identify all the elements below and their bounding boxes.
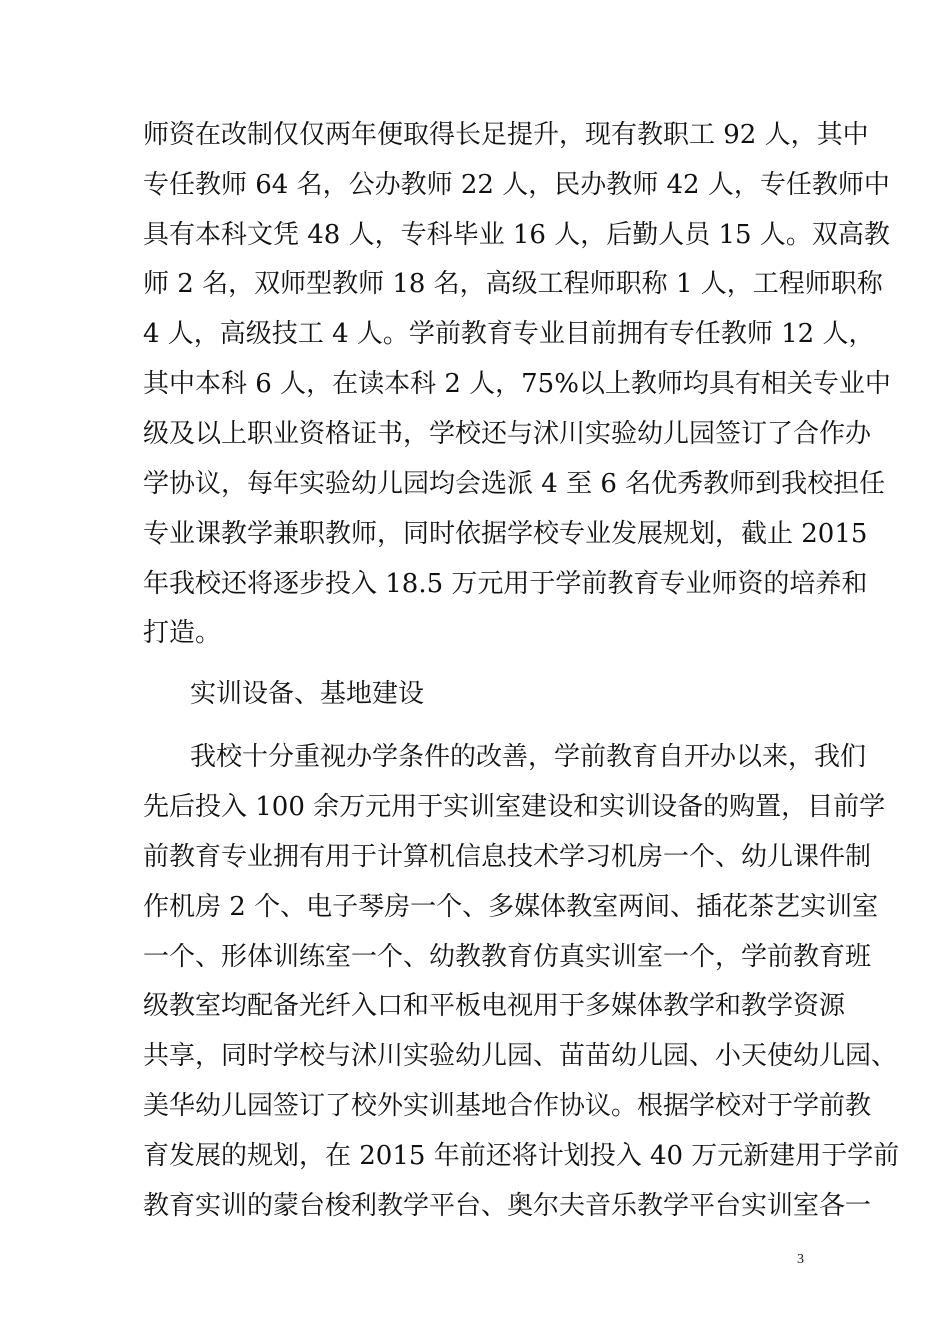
text-line: 打造。: [143, 618, 222, 648]
text-line: 具有本科文凭 48 人，专科毕业 16 人，后勤人员 15 人。双高教: [143, 220, 890, 250]
text-line: 师 2 名，双师型教师 18 名，高级工程师职称 1 人，工程师职称: [143, 269, 883, 299]
text-line: 专任教师 64 名，公办教师 22 人，民办教师 42 人，专任教师中: [143, 170, 890, 200]
text-line: 专业课教学兼职教师，同时依据学校专业发展规划，截止 2015: [143, 519, 868, 549]
section-heading: 实训设备、基地建设: [190, 679, 425, 709]
text-line: 育发展的规划，在 2015 年前还将计划投入 40 万元新建用于学前: [143, 1141, 900, 1171]
text-line: 其中本科 6 人，在读本科 2 人，75%以上教师均具有相关专业中: [143, 369, 891, 399]
text-line: 前教育专业拥有用于计算机信息技术学习机房一个、幼儿课件制: [143, 842, 872, 872]
text-line: 一个、形体训练室一个、幼教教育仿真实训室一个，学前教育班: [143, 942, 872, 972]
page-number: 3: [797, 1252, 804, 1267]
text-line: 师资在改制仅仅两年便取得长足提升，现有教职工 92 人，其中: [143, 120, 869, 150]
text-line: 先后投入 100 余万元用于实训室建设和实训设备的购置，目前学: [143, 792, 886, 822]
text-line: 年我校还将逐步投入 18.5 万元用于学前教育专业师资的培养和: [143, 569, 868, 599]
text-line: 级教室均配备光纤入口和平板电视用于多媒体教学和教学资源: [143, 991, 846, 1021]
text-line: 我校十分重视办学条件的改善，学前教育自开办以来，我们: [190, 742, 867, 772]
text-line: 共享，同时学校与沭川实验幼儿园、苗苗幼儿园、小天使幼儿园、: [143, 1041, 898, 1071]
text-line: 美华幼儿园签订了校外实训基地合作协议。根据学校对于学前教: [143, 1091, 872, 1121]
text-line: 级及以上职业资格证书，学校还与沭川实验幼儿园签订了合作办: [143, 419, 872, 449]
text-line: 4 人，高级技工 4 人。学前教育专业目前拥有专任教师 12 人，: [143, 319, 875, 349]
text-line: 学协议，每年实验幼儿园均会选派 4 至 6 名优秀教师到我校担任: [143, 469, 886, 499]
text-line: 作机房 2 个、电子琴房一个、多媒体教室两间、插花茶艺实训室: [143, 892, 879, 922]
text-line: 教育实训的蒙台梭利教学平台、奥尔夫音乐教学平台实训室各一: [143, 1191, 872, 1221]
